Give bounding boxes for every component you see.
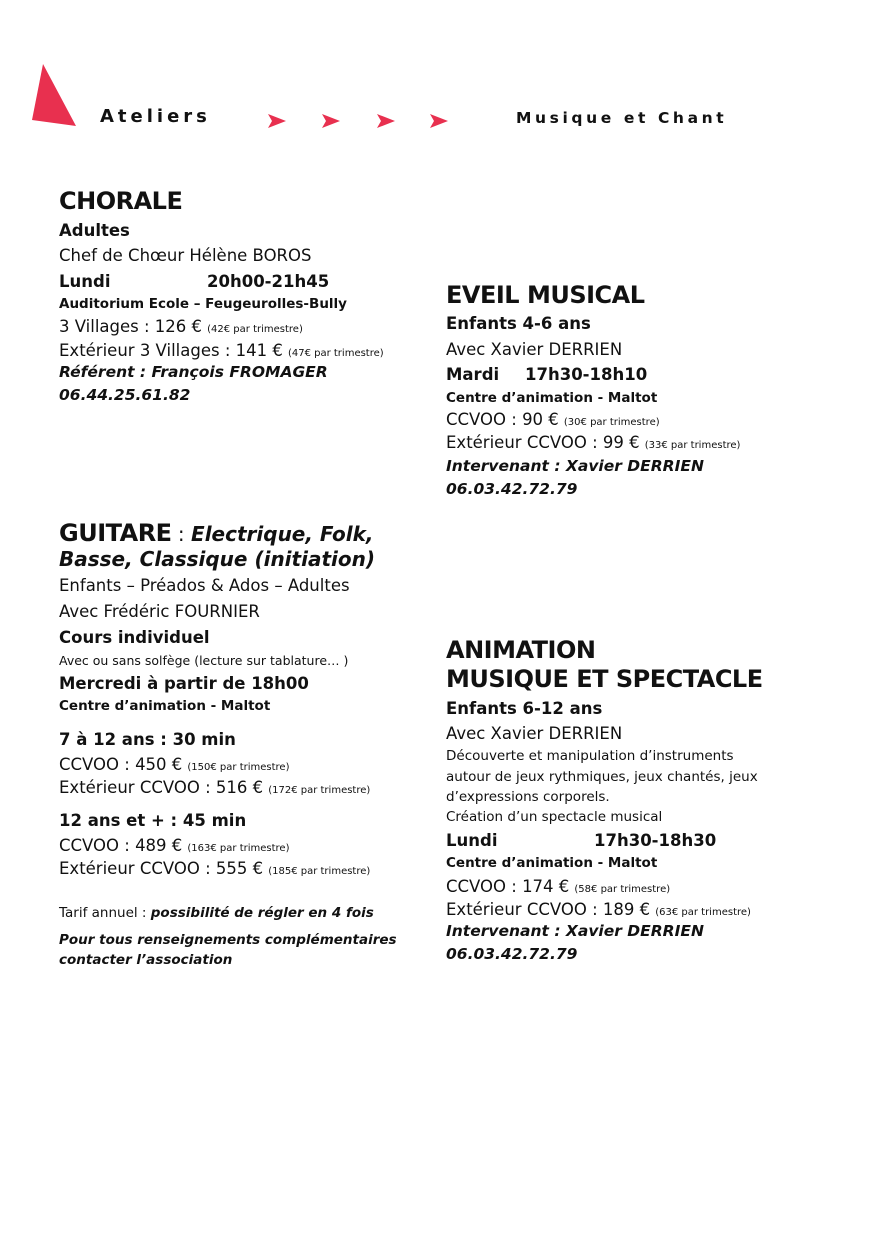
eveil-teacher: Avec Xavier DERRIEN	[446, 340, 623, 359]
eveil-place: Centre d’animation - Maltot	[446, 390, 658, 406]
guitare-tier1-price-ccvoo: CCVOO : 450 € (150€ par trimestre)	[59, 755, 290, 774]
chorale-day: Lundi	[59, 272, 111, 291]
animation-day: Lundi	[446, 831, 498, 850]
guitare-course-type: Cours individuel	[59, 628, 210, 647]
chorale-title: CHORALE	[59, 187, 183, 215]
header-right-label: Musique et Chant	[516, 109, 728, 127]
chorale-price-villages: 3 Villages : 126 € (42€ par trimestre)	[59, 317, 303, 336]
eveil-price-ext: Extérieur CCVOO : 99 € (33€ par trimestre)	[446, 433, 741, 452]
guitare-schedule: Mercredi à partir de 18h00	[59, 674, 309, 693]
arrow-icon	[322, 114, 340, 128]
animation-audience: Enfants 6-12 ans	[446, 699, 603, 718]
header-left-label: Ateliers	[100, 106, 211, 127]
chorale-teacher: Chef de Chœur Hélène BOROS	[59, 246, 312, 265]
chorale-place: Auditorium Ecole – Feugeurolles-Bully	[59, 296, 347, 312]
guitare-info-1: Pour tous renseignements complémentaires	[59, 932, 397, 948]
eveil-day: Mardi	[446, 365, 500, 384]
animation-time: 17h30-18h30	[594, 831, 717, 850]
chorale-phone: 06.44.25.61.82	[59, 386, 191, 404]
animation-title-1: ANIMATION	[446, 636, 596, 664]
guitare-info-2: contacter l’association	[59, 952, 233, 968]
triangle-logo-icon	[30, 62, 80, 128]
guitare-tarif: Tarif annuel : possibilité de régler en 4 fois	[59, 905, 374, 921]
animation-desc-1: Découverte et manipulation d’instruments	[446, 748, 734, 764]
guitare-solfege: Avec ou sans solfège (lecture sur tablature… )	[59, 653, 349, 668]
animation-title-2: MUSIQUE ET SPECTACLE	[446, 665, 763, 693]
guitare-audience: Enfants – Préados & Ados – Adultes	[59, 576, 350, 595]
guitare-styles-2: Basse, Classique (initiation)	[59, 547, 375, 571]
animation-phone: 06.03.42.72.79	[446, 945, 578, 963]
eveil-title: EVEIL MUSICAL	[446, 281, 645, 309]
arrow-icon	[430, 114, 448, 128]
guitare-teacher: Avec Frédéric FOURNIER	[59, 602, 260, 621]
chorale-price-ext: Extérieur 3 Villages : 141 € (47€ par trimestre)	[59, 341, 384, 360]
guitare-tier1-price-ext: Extérieur CCVOO : 516 € (172€ par trimestre)	[59, 778, 371, 797]
guitare-tier1-title: 7 à 12 ans : 30 min	[59, 730, 236, 749]
chorale-referent: Référent : François FROMAGER	[59, 363, 328, 381]
chorale-audience: Adultes	[59, 221, 130, 240]
chorale-time: 20h00-21h45	[207, 272, 330, 291]
animation-desc-4: Création d’un spectacle musical	[446, 809, 663, 825]
guitare-tier2-price-ccvoo: CCVOO : 489 € (163€ par trimestre)	[59, 836, 290, 855]
animation-teacher: Avec Xavier DERRIEN	[446, 724, 623, 743]
guitare-place: Centre d’animation - Maltot	[59, 698, 271, 714]
animation-desc-3: d’expressions corporels.	[446, 789, 610, 805]
eveil-price-ccvoo: CCVOO : 90 € (30€ par trimestre)	[446, 410, 660, 429]
animation-place: Centre d’animation - Maltot	[446, 855, 658, 871]
eveil-audience: Enfants 4-6 ans	[446, 314, 591, 333]
arrow-icon	[268, 114, 286, 128]
guitare-tier2-title: 12 ans et + : 45 min	[59, 811, 247, 830]
eveil-time: 17h30-18h10	[525, 365, 648, 384]
guitare-title: GUITARE	[59, 519, 172, 547]
guitare-styles-1: Electrique, Folk,	[191, 522, 374, 546]
animation-intervenant: Intervenant : Xavier DERRIEN	[446, 922, 704, 940]
animation-price-ext: Extérieur CCVOO : 189 € (63€ par trimestre)	[446, 900, 751, 919]
guitare-tier2-price-ext: Extérieur CCVOO : 555 € (185€ par trimestre)	[59, 859, 371, 878]
eveil-intervenant: Intervenant : Xavier DERRIEN	[446, 457, 704, 475]
arrow-icon	[377, 114, 395, 128]
animation-desc-2: autour de jeux rythmiques, jeux chantés, jeux	[446, 769, 758, 785]
animation-price-ccvoo: CCVOO : 174 € (58€ par trimestre)	[446, 877, 671, 896]
eveil-phone: 06.03.42.72.79	[446, 480, 578, 498]
guitare-title-line: GUITARE : Electrique, Folk,	[59, 519, 374, 547]
